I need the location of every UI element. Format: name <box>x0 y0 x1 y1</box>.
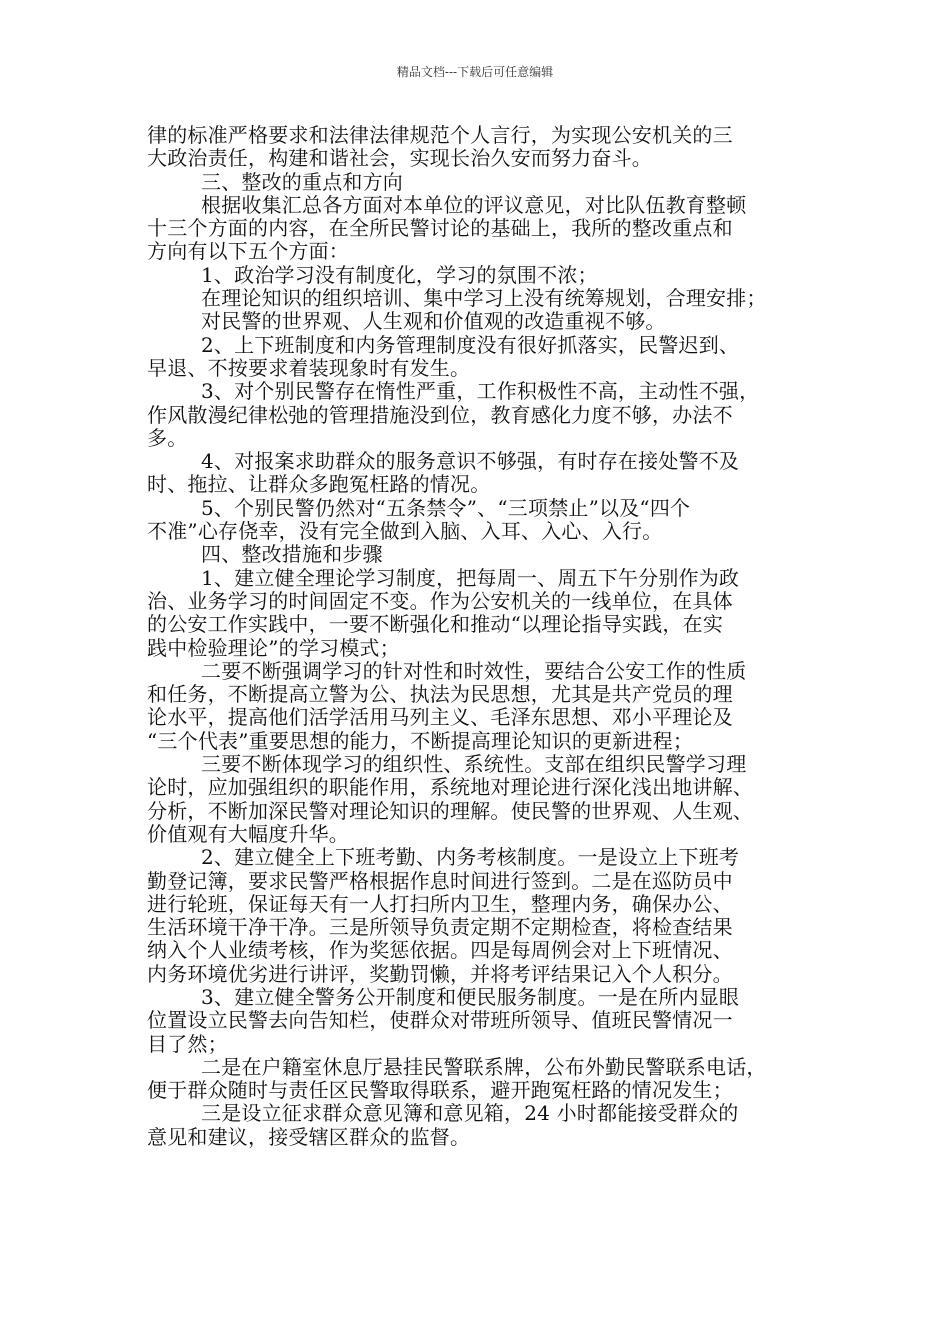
text-line: 勤登记簿，要求民警严格根据作息时间进行签到。二是在巡防员中 <box>147 868 733 893</box>
text-line: 4、对报案求助群众的服务意识不够强，有时存在接处警不及 <box>201 449 740 474</box>
text-line: 的公安工作实践中，一要不断强化和推动“以理论指导实践，在实 <box>147 612 724 637</box>
text-line: 论水平，提高他们活学活用马列主义、毛泽东思想、邓小平理论及 <box>147 705 733 730</box>
document-body <box>147 124 807 1149</box>
text-line: 意见和建议，接受辖区群众的监督。 <box>147 1124 471 1149</box>
text-line: 内务环境优劣进行讲评，奖勤罚懒，并将考评结果记入个人积分。 <box>147 961 733 986</box>
text-line: 律的标准严格要求和法律法律规范个人言行，为实现公安机关的三 <box>147 123 733 147</box>
text-line: 生活环境干净干净。三是所领导负责定期不定期检查，将检查结果 <box>147 915 733 940</box>
text-line: 方向有以下五个方面： <box>147 239 349 264</box>
text-line: 论时，应加强组织的职能作用，系统地对理论进行深化浅出地讲解、 <box>147 775 753 800</box>
text-line: 作风散漫纪律松弛的管理措施没到位，教育感化力度不够，办法不 <box>147 402 733 427</box>
text-line: 价值观有大幅度升华。 <box>147 821 349 846</box>
text-line: 大政治责任，构建和谐社会，实现长治久安而努力奋斗。 <box>147 146 652 171</box>
text-line: 和任务，不断提高立警为公、执法为民思想，尤其是共产党员的理 <box>147 682 733 707</box>
text-line: 目了然； <box>147 1031 228 1056</box>
text-line: 三、整改的重点和方向 <box>201 169 403 194</box>
text-line: 3、建立健全警务公开制度和便民服务制度。一是在所内显眼 <box>201 984 740 1009</box>
text-line: “三个代表”重要思想的能力，不断提高理论知识的更新进程； <box>147 728 694 753</box>
text-line: 位置设立民警去向告知栏，使群众对带班所领导、值班民警情况一 <box>147 1008 733 1033</box>
text-line: 分析，不断加深民警对理论知识的理解。使民警的世界观、人生观、 <box>147 798 753 823</box>
text-line: 三要不断体现学习的组织性、系统性。支部在组织民警学习理 <box>201 752 747 777</box>
text-line: 在理论知识的组织培训、集中学习上没有统筹规划，合理安排； <box>201 286 767 311</box>
text-line: 对民警的世界观、人生观和价值观的改造重视不够。 <box>201 309 666 334</box>
text-line: 践中检验理论”的学习模式； <box>147 635 400 660</box>
text-line: 便于群众随时与责任区民警取得联系，避开跑冤枉路的情况发生； <box>147 1078 733 1103</box>
text-line: 二是在户籍室休息厅悬挂民警联系牌，公布外勤民警联系电话， <box>201 1054 767 1079</box>
text-line: 十三个方面的内容，在全所民警讨论的基础上，我所的整改重点和 <box>147 216 733 241</box>
text-line: 治、业务学习的时间固定不变。作为公安机关的一线单位，在具体 <box>147 588 733 613</box>
text-line: 5、个别民警仍然对“五条禁令”、“三项禁止”以及“四个 <box>201 495 691 520</box>
text-line: 1、建立健全理论学习制度，把每周一、周五下午分别作为政 <box>201 565 740 590</box>
text-line: 三是设立征求群众意见簿和意见箱，24 小时都能接受群众的 <box>201 1101 739 1126</box>
page-header: 精品文档---下载后可任意编辑 <box>396 65 554 79</box>
text-line: 四、整改措施和步骤 <box>201 542 383 567</box>
text-line: 多。 <box>147 425 188 450</box>
text-line: 1、政治学习没有制度化，学习的氛围不浓； <box>201 262 598 287</box>
text-line: 纳入个人业绩考核，作为奖惩依据。四是每周例会对上下班情况、 <box>147 938 733 963</box>
text-line: 早退、不按要求着装现象时有发生。 <box>147 355 471 380</box>
text-line: 根据收集汇总各方面对本单位的评议意见，对比队伍教育整顿 <box>201 192 747 217</box>
text-line: 二要不断强调学习的针对性和时效性，要结合公安工作的性质 <box>201 658 747 683</box>
text-line: 时、拖拉、让群众多跑冤枉路的情况。 <box>147 472 491 497</box>
text-line: 进行轮班，保证每天有一人打扫所内卫生，整理内务，确保办公、 <box>147 891 733 916</box>
text-line: 3、对个别民警存在惰性严重，工作积极性不高，主动性不强， <box>201 379 760 404</box>
text-line: 2、上下班制度和内务管理制度没有很好抓落实，民警迟到、 <box>201 332 740 357</box>
text-line: 2、建立健全上下班考勤、内务考核制度。一是设立上下班考 <box>201 845 740 870</box>
text-line: 不准”心存侥幸，没有完全做到入脑、入耳、入心、入行。 <box>147 519 663 544</box>
